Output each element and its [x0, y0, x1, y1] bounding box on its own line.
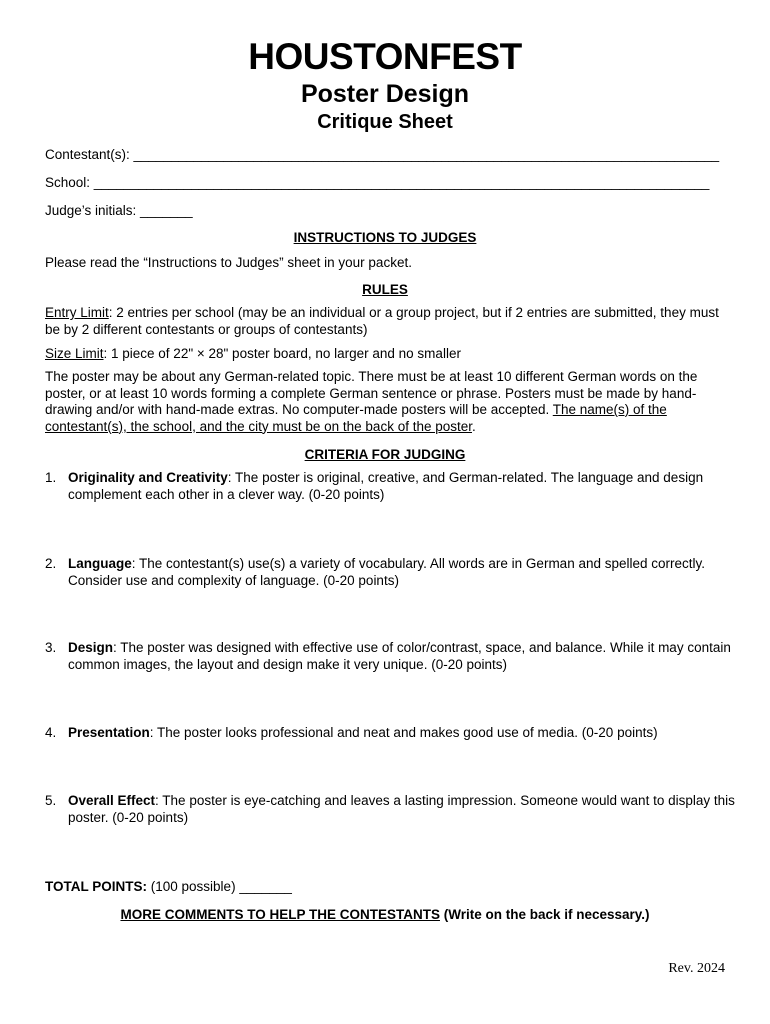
total-points-field[interactable] — [45, 878, 292, 895]
criteria-number: 4. — [45, 725, 57, 740]
criteria-text: : The poster looks professional and neat and makes good use of media. (0-20 points) — [149, 725, 658, 740]
criteria-item — [45, 556, 735, 589]
criteria-label: Originality and Creativity — [68, 470, 228, 485]
criteria-text: : The poster is eye-catching and leaves a lasting impression. Someone would want to display this poster. (0-20 points) — [68, 793, 735, 825]
criteria-heading: CRITERIA FOR JUDGING — [304, 447, 466, 462]
criteria-number: 3. — [45, 640, 57, 655]
revision-label: Rev. 2024 — [668, 961, 725, 976]
criteria-item — [45, 640, 735, 673]
criteria-item — [45, 725, 735, 742]
total-points-text: (100 possible) _______ — [147, 879, 292, 894]
criteria-label: Language — [68, 556, 132, 571]
instructions-text: Please read the “Instructions to Judges” sheet in your packet. — [45, 255, 412, 270]
criteria-number: 2. — [45, 556, 57, 571]
topic-underlined-text: The name(s) of the contestant(s), the school, and the city must be on the back of the poster — [45, 402, 667, 434]
size-limit-rule — [45, 346, 730, 363]
criteria-number: 5. — [45, 793, 57, 808]
criteria-item — [45, 470, 735, 503]
school-field[interactable]: School: __________________________________________________________________________________ — [45, 175, 710, 190]
criteria-label: Presentation — [68, 725, 150, 740]
instructions-heading: INSTRUCTIONS TO JUDGES — [293, 230, 477, 245]
criteria-text: : The poster is original, creative, and German-related. The language and design complement each other in a clever way. (0-20 points) — [68, 470, 704, 502]
criteria-text: : The poster was designed with effective use of color/contrast, space, and balance. While it may contain common images, the layout and design make it very unique. (0-20 points) — [68, 640, 731, 672]
page-title: HOUSTONFEST — [248, 36, 522, 77]
topic-rule — [45, 369, 730, 435]
comments-note: (Write on the back if necessary.) — [439, 907, 650, 922]
size-limit-label: Size Limit — [45, 346, 104, 361]
size-limit-text: : 1 piece of 22" × 28" poster board, no larger and no smaller — [103, 346, 461, 361]
criteria-label: Overall Effect — [68, 793, 156, 808]
page-subtitle: Poster Design — [300, 80, 470, 108]
comments-label: MORE COMMENTS TO HELP THE CONTESTANTS — [120, 907, 440, 922]
judge-initials-field[interactable]: Judge’s initials: _______ — [45, 203, 193, 218]
entry-limit-label: Entry Limit — [45, 305, 109, 320]
contestants-field[interactable]: Contestant(s): ______________________________________________________________________________ — [45, 147, 720, 162]
comments-heading — [0, 906, 770, 923]
criteria-text: : The contestant(s) use(s) a variety of vocabulary. All words are in German and spelled correctly. Consider use and complexity of language. (0-20 points) — [68, 556, 706, 588]
topic-text: The poster may be about any German-related topic. There must be at least 10 different German words on the poster, or at least 10 words forming a complete German sentence or phrase. Posters must be made by hand-drawing and/or with hand-made extras. No computer-made posters will be accepted. — [45, 369, 698, 417]
topic-end: . — [472, 418, 476, 434]
entry-limit-text: : 2 entries per school (may be an individual or a group project, but if 2 entries are submitted, they must be by 2 different contestants or groups of contestants) — [45, 305, 719, 337]
total-points-label: TOTAL POINTS: — [45, 879, 148, 894]
entry-limit-rule — [45, 305, 730, 338]
criteria-number: 1. — [45, 470, 57, 485]
rules-heading: RULES — [362, 282, 408, 297]
criteria-label: Design — [68, 640, 114, 655]
sheet-name: Critique Sheet — [317, 111, 453, 133]
criteria-item — [45, 793, 735, 826]
